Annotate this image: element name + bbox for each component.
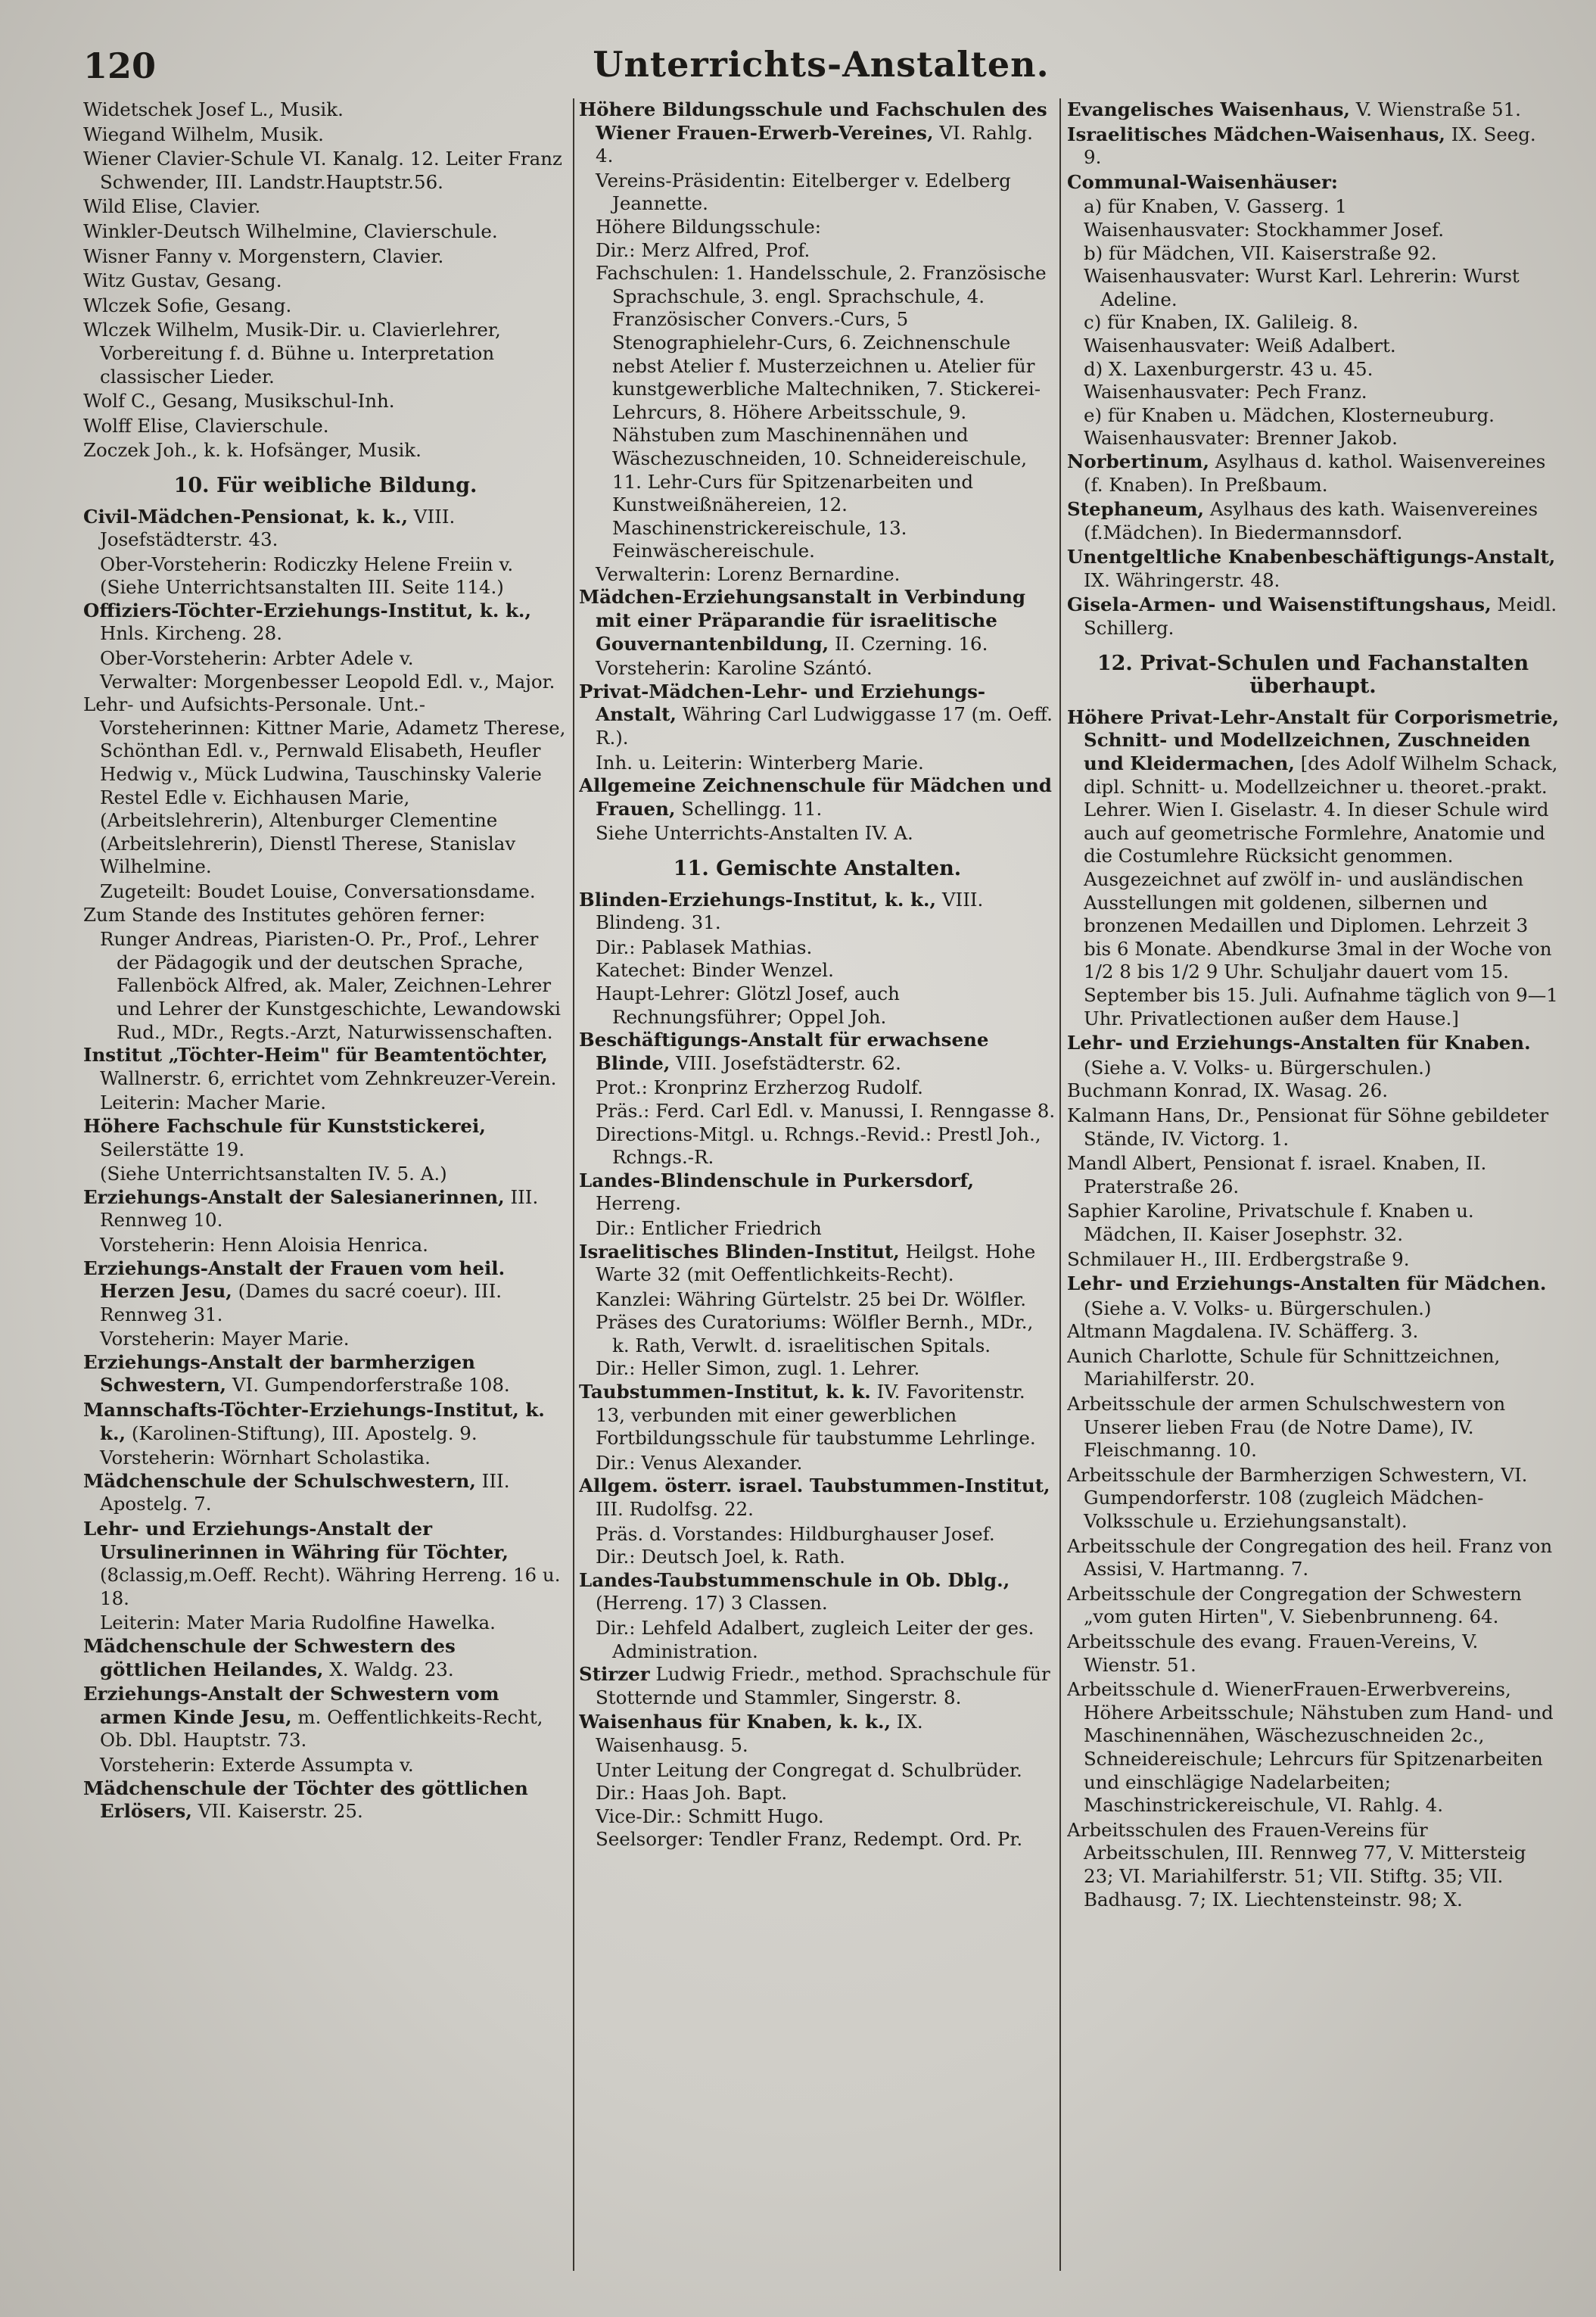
- directory-entry: [579, 1381, 1056, 1450]
- entry-text: III. Rudolfsg. 22.: [596, 1498, 754, 1521]
- entry-text: Winkler-Deutsch Wilhelmine, Clavierschule.: [83, 220, 498, 242]
- entry-text: Waisenhausvater: Wurst Karl. Lehrerin: Wurst Adeline.: [1084, 265, 1520, 310]
- entry-detail: [579, 1546, 1056, 1569]
- entry-text: Dir.: Merz Alfred, Prof.: [596, 238, 810, 261]
- entry-detail: [579, 1100, 1056, 1123]
- entry-name: Landes-Taubstummenschule in Ob. Dblg.,: [579, 1568, 1010, 1591]
- entry-text: Arbeitsschule der Congregation des heil. Franz von Assisi, V. Hartmanng. 7.: [1067, 1534, 1553, 1580]
- entry-text: Leiterin: Mater Maria Rudolfine Hawelka.: [100, 1612, 496, 1634]
- directory-entry: [1067, 706, 1559, 1030]
- entry-text: Seilerstätte 19.: [100, 1138, 245, 1160]
- entry-name: Mädchen-Erziehungsanstalt in Verbindung mit einer Präparandie für israelitische Gouvernantenbildung,: [579, 586, 1026, 655]
- entry-detail: [579, 1805, 1056, 1829]
- entry-detail: [83, 880, 568, 904]
- entry-name: Höhere Bildungsschule und Fachschulen des Wiener Frauen-Erwerb-Vereines,: [579, 98, 1047, 144]
- entry-detail: [579, 936, 1056, 960]
- entry-detail: [83, 1612, 568, 1635]
- entry-detail: [83, 553, 568, 577]
- entry-text: Wiener Clavier-Schule VI. Kanalg. 12. Leiter Franz Schwender, III. Landstr.Hauptstr.56.: [83, 148, 562, 193]
- entry-detail: [83, 1092, 568, 1115]
- directory-entry: [1067, 1079, 1559, 1103]
- entry-detail: [579, 1288, 1056, 1312]
- entry-name: Blinden-Erziehungs-Institut, k. k.,: [579, 888, 937, 911]
- entry-detail: [83, 647, 568, 671]
- entry-name: Landes-Blindenschule in Purkersdorf,: [579, 1169, 974, 1191]
- entry-text: Dir.: Venus Alexander.: [596, 1451, 803, 1474]
- entry-name: Höhere Fachschule für Kunststickerei,: [83, 1114, 486, 1137]
- entry-text: b) für Mädchen, VII. Kaiserstraße 92.: [1084, 241, 1437, 264]
- entry-text: Ober-Vorsteherin: Rodiczky Helene Freiin v.: [100, 553, 514, 575]
- entry-text: VII. Kaiserstr. 25.: [191, 1800, 363, 1823]
- entry-name: Israelitisches Mädchen-Waisenhaus,: [1067, 123, 1445, 145]
- entry-text: Aunich Charlotte, Schule für Schnittzeichnen, Mariahilferstr. 20.: [1067, 1344, 1501, 1391]
- directory-entry: [1067, 1819, 1559, 1911]
- entry-text: a) für Knaben, V. Gasserg. 1: [1084, 195, 1347, 218]
- entry-text: Arbeitsschule der Congregation der Schwestern „vom guten Hirten", V. Siebenbrunneng. 64.: [1067, 1582, 1522, 1628]
- entry-name: Erziehungs-Anstalt der Frauen vom heil. Herzen Jesu,: [83, 1257, 506, 1303]
- entry-text: Arbeitsschule des evang. Frauen-Vereins, V. Wienstr. 51.: [1067, 1630, 1479, 1676]
- entry-name: Privat-Mädchen-Lehr- und Erziehungs-Anstalt,: [579, 680, 986, 726]
- entry-text: Meidl. Schillerg.: [1084, 593, 1557, 640]
- entry-detail: [579, 563, 1056, 587]
- directory-entry: [83, 506, 568, 552]
- entry-text: Siehe Unterrichts-Anstalten IV. A.: [596, 822, 913, 845]
- entry-detail: [579, 1311, 1056, 1357]
- entry-text: Arbeitsschulen des Frauen-Vereins für Arbeitsschulen, III. Rennweg 77, V. Mittersteig 23; VI. Mariahilferstr. 51; VII. Stiftg. 35; VII. Badhausg. 7; IX. Liechtensteinstr. 98; X.: [1067, 1818, 1526, 1911]
- entry-name: Stirzer: [579, 1663, 650, 1686]
- section-heading: 11. Gemischte Anstalten.: [673, 857, 962, 880]
- entry-text: Dir.: Haas Joh. Bapt.: [596, 1782, 788, 1805]
- entry-text: Ober-Vorsteherin: Arbter Adele v.: [100, 647, 414, 670]
- entry-text: Haupt-Lehrer: Glötzl Josef, auch Rechnungsführer; Oppel Joh.: [596, 982, 900, 1028]
- entry-text: Vorsteherin: Mayer Marie.: [100, 1328, 350, 1350]
- entry-text: Witz Gustav, Gesang.: [83, 269, 282, 292]
- entry-text: Wlczek Sofie, Gesang.: [83, 294, 292, 316]
- entry-text: [des Adolf Wilhelm Schack, dipl. Schnitt- u. Modellzeichner u. theoret.-prakt. Lehrer. Wien I. Giselastr. 4. In dieser Schule wird auch auf geometrische Formlehre, Anatomie und die Costumlehre Rücksicht genommen. Ausgezeichnet auf zwölf in- und ausländischen Ausstellungen mit goldenen, silbernen und bronzenen Medaillen und Diplomen. Lehrzeit 3 bis 6 Monate. Abendkurse 3mal in der Woche von 1/2 8 bis 1/2 9 Uhr. Schuljahr dauert vom 15. September bis 15. Juli. Aufnahme täglich von 9—1 Uhr. Privatlectionen außer dem Hause.]: [1084, 752, 1558, 1029]
- entry-name: Allgem. österr. israel. Taubstummen-Institut,: [579, 1475, 1050, 1497]
- entry-text: Heilgst. Hohe Warte 32 (mit Oeffentlichkeits-Recht).: [596, 1240, 1036, 1286]
- entry-text: Vorsteherin: Henn Aloisia Henrica.: [100, 1233, 428, 1256]
- entry-detail: [579, 657, 1056, 680]
- entry-detail: [1067, 219, 1559, 242]
- directory-entry: [1067, 1583, 1559, 1629]
- entry-text: Ludwig Friedr., method. Sprachschule für Stotternde und Stammler, Singerstr. 8.: [596, 1663, 1050, 1708]
- entry-name: Evangelisches Waisenhaus,: [1067, 98, 1350, 120]
- entry-detail: [579, 216, 1056, 239]
- entry-name: Mädchenschule der Schulschwestern,: [83, 1469, 476, 1492]
- entry-detail: [83, 576, 568, 599]
- entry-text: Prot.: Kronprinz Erzherzog Rudolf.: [596, 1076, 923, 1099]
- directory-entry: [83, 294, 568, 318]
- directory-entry: [83, 1399, 568, 1445]
- directory-entry: [1067, 1345, 1559, 1391]
- entry-detail: [83, 1328, 568, 1351]
- directory-entry: [579, 586, 1056, 656]
- entry-name: Civil-Mädchen-Pensionat, k. k.,: [83, 505, 408, 528]
- entry-text: Arbeitsschule der Barmherzigen Schwestern, VI. Gumpendorferstr. 108 (zugleich Mädchen-Volksschule u. Erziehungsanstalt).: [1067, 1463, 1528, 1533]
- entry-detail: [579, 983, 1056, 1029]
- directory-entry: [1067, 1272, 1559, 1296]
- entry-text: Kanzlei: Währing Gürtelstr. 25 bei Dr. Wölfler.: [596, 1288, 1027, 1310]
- directory-entry: [1067, 98, 1559, 122]
- entry-text: Vice-Dir.: Schmitt Hugo.: [596, 1805, 824, 1827]
- entry-name: Erziehungs-Anstalt der Salesianerinnen,: [83, 1185, 505, 1208]
- entry-detail: [1067, 311, 1559, 335]
- entry-text: Seelsorger: Tendler Franz, Redempt. Ord. Pr.: [596, 1828, 1023, 1851]
- entry-text: II. Czerning. 16.: [829, 632, 988, 655]
- entry-text: (8classig,m.Oeff. Recht). Währing Herreng. 16 u. 18.: [100, 1564, 561, 1609]
- entry-text: Kalmann Hans, Dr., Pensionat für Söhne gebildeter Stände, IV. Victorg. 1.: [1067, 1104, 1549, 1150]
- directory-entry: [83, 98, 568, 122]
- entry-detail: [83, 1234, 568, 1257]
- directory-entry: [579, 1241, 1056, 1287]
- entry-text: Widetschek Josef L., Musik.: [83, 98, 344, 120]
- entry-text: Waisenhausvater: Pech Franz.: [1084, 381, 1367, 403]
- column-right: [1067, 98, 1559, 2278]
- entry-text: Katechet: Binder Wenzel.: [596, 959, 834, 982]
- entry-text: VIII. Blindeng. 31.: [596, 888, 984, 934]
- entry-detail: [1067, 335, 1559, 358]
- entry-detail: [579, 1217, 1056, 1241]
- entry-text: Arbeitsschule d. WienerFrauen-Erwerbvereins, Höhere Arbeitsschule; Nähstuben zum Hand- und Maschinennähen, Wäschezuschneiden 2c., Schneidereischule; Lehrcurs für Spitzenarbeiten und einschlägige Nadelarbeiten; Maschinstrickereischule, VI. Rahlg. 4.: [1067, 1678, 1554, 1817]
- entry-name: Lehr- und Erziehungs-Anstalten für Knaben.: [1067, 1032, 1531, 1054]
- running-title: Unterrichts-Anstalten.: [593, 44, 1050, 85]
- entry-detail: [83, 671, 568, 694]
- entry-text: Wisner Fanny v. Morgenstern, Clavier.: [83, 244, 444, 267]
- directory-entry: [1067, 1320, 1559, 1344]
- entry-detail: [1067, 1297, 1559, 1321]
- directory-entry: [83, 269, 568, 293]
- entry-detail: [579, 1782, 1056, 1805]
- entry-text: d) X. Laxenburgerstr. 43 u. 45.: [1084, 357, 1374, 380]
- directory-entry: [579, 680, 1056, 750]
- entry-detail: [579, 1759, 1056, 1783]
- entry-text: V. Wienstraße 51.: [1349, 98, 1521, 120]
- entry-text: Verwalter: Morgenbesser Leopold Edl. v., Major.: [100, 670, 555, 693]
- directory-entry: [1067, 498, 1559, 544]
- directory-entry: [1067, 450, 1559, 497]
- entry-detail: [1067, 265, 1559, 311]
- entry-detail: [579, 822, 1056, 846]
- entry-detail: [1067, 1057, 1559, 1080]
- directory-entry: [579, 98, 1056, 168]
- text-columns: [83, 98, 1559, 2278]
- entry-detail: [83, 1447, 568, 1470]
- directory-entry: [83, 599, 568, 646]
- directory-entry: [83, 1683, 568, 1752]
- entry-text: Asylhaus des kath. Waisenvereines (f.Mädchen). In Biedermannsdorf.: [1084, 498, 1538, 543]
- entry-text: Waisenhausvater: Brenner Jakob.: [1084, 427, 1398, 450]
- entry-text: Präs.: Ferd. Carl Edl. v. Manussi, I. Renngasse 8.: [596, 1099, 1056, 1122]
- directory-entry: [1067, 1535, 1559, 1581]
- entry-text: IX. Waisenhausg. 5.: [596, 1711, 923, 1756]
- entry-text: Währing Carl Ludwiggasse 17 (m. Oeff. R.).: [596, 703, 1053, 749]
- entry-text: Höhere Bildungsschule:: [596, 215, 822, 238]
- entry-detail: [83, 1163, 568, 1186]
- entry-text: Wallnerstr. 6, errichtet vom Zehnkreuzer-Verein.: [100, 1067, 557, 1089]
- entry-detail: [579, 1523, 1056, 1546]
- entry-text: Zum Stande des Institutes gehören ferner:: [83, 903, 486, 926]
- entry-detail: [579, 1617, 1056, 1663]
- entry-name: Erziehungs-Anstalt der Schwestern vom armen Kinde Jesu,: [83, 1683, 499, 1728]
- directory-entry: [1067, 1032, 1559, 1055]
- directory-entry: [1067, 123, 1559, 170]
- directory-entry: [83, 1518, 568, 1610]
- entry-name: Mädchenschule der Töchter des göttlichen Erlösers,: [83, 1777, 528, 1823]
- section-heading: 10. Für weibliche Bildung.: [173, 473, 478, 497]
- entry-text: e) für Knaben u. Mädchen, Klosterneuburg.: [1084, 403, 1495, 426]
- entry-text: Unter Leitung der Congregat d. Schulbrüder.: [596, 1758, 1022, 1781]
- directory-entry: [83, 245, 568, 269]
- entry-name: Offiziers-Töchter-Erziehungs-Institut, k. k.,: [83, 599, 531, 621]
- directory-entry: [579, 774, 1056, 821]
- entry-text: Dir.: Lehfeld Adalbert, zugleich Leiter der ges. Administration.: [596, 1617, 1034, 1662]
- directory-entry: [1067, 1678, 1559, 1817]
- entry-text: Dir.: Pablasek Mathias.: [596, 936, 813, 958]
- directory-entry: [1067, 1630, 1559, 1677]
- entry-text: (Dames du sacré coeur). III. Rennweg 31.: [100, 1280, 502, 1325]
- directory-entry: [83, 1470, 568, 1516]
- directory-entry: [579, 1663, 1056, 1709]
- entry-text: Vereins-Präsidentin: Eitelberger v. Edelberg Jeannette.: [596, 169, 1011, 215]
- entry-text: Wild Elise, Clavier.: [83, 195, 261, 218]
- entry-text: Fachschulen: 1. Handelsschule, 2. Französische Sprachschule, 3. engl. Sprachschule, 4. Französischer Convers.-Curs, 5 Stenographielehr-Curs, 6. Zeichnenschule nebst Atelier f. Musterzeichnen u. Atelier für kunstgewerbliche Maltechniken, 7. Stickerei-Lehrcurs, 8. Höhere Arbeitsschule, 9. Nähstuben zum Maschinennähen und Wäschezuschneiden, 10. Schneidereischule, 11. Lehr-Curs für Spitzenarbeiten und Kunstweißnähereien, 12. Maschinenstrickereischule, 13. Feinwäschereischule.: [596, 262, 1047, 562]
- directory-entry: [83, 1351, 568, 1397]
- directory-entry: [579, 1569, 1056, 1615]
- directory-entry: [83, 693, 568, 879]
- directory-entry: [83, 1777, 568, 1823]
- entry-name: Gisela-Armen- und Waisenstiftungshaus,: [1067, 593, 1492, 616]
- entry-name: Waisenhaus für Knaben, k. k.,: [579, 1711, 891, 1733]
- directory-entry: [83, 390, 568, 413]
- section-heading: 12. Privat-Schulen und Fachanstalten überhaupt.: [1097, 651, 1529, 699]
- entry-text: Herreng.: [596, 1192, 682, 1215]
- directory-entry: [83, 220, 568, 244]
- entry-name: Communal-Waisenhäuser:: [1067, 170, 1338, 193]
- entry-text: Zugeteilt: Boudet Louise, Conversationsdame.: [100, 880, 536, 902]
- entry-text: X. Waldg. 23.: [323, 1658, 454, 1680]
- directory-entry: [1067, 1464, 1559, 1534]
- entry-detail: [579, 1076, 1056, 1100]
- entry-text: (Siehe Unterrichtsanstalten III. Seite 114.): [100, 576, 504, 599]
- entry-detail: [579, 1452, 1056, 1475]
- entry-text: Dir.: Heller Simon, zugl. 1. Lehrer.: [596, 1357, 920, 1380]
- directory-entry: [1067, 593, 1559, 640]
- entry-detail: [1067, 381, 1559, 404]
- entry-name: Beschäftigungs-Anstalt für erwachsene Blinde,: [579, 1029, 989, 1074]
- directory-entry: [1067, 1393, 1559, 1462]
- directory-entry: [83, 415, 568, 438]
- entry-text: Directions-Mitgl. u. Rchngs.-Revid.: Prestl Joh., Rchngs.-R.: [596, 1123, 1041, 1169]
- entry-text: VIII. Josefstädterstr. 43.: [100, 505, 456, 551]
- entry-text: Leiterin: Macher Marie.: [100, 1092, 327, 1114]
- entry-name: Höhere Privat-Lehr-Anstalt für Corporismetrie, Schnitt- und Modellzeichnen, Zuschneiden und Kleidermachen,: [1067, 705, 1559, 775]
- entry-text: c) für Knaben, IX. Galileig. 8.: [1084, 311, 1358, 334]
- entry-text: Mandl Albert, Pensionat f. israel. Knaben, II. Praterstraße 26.: [1067, 1152, 1487, 1197]
- entry-text: Lehr- und Aufsichts-Personale. Unt.-Vorsteherinnen: Kittner Marie, Adametz Therese, Schönthan Edl. v., Pernwald Elisabeth, Heufler Hedwig v., Mück Ludwina, Tauschinsky Valerie Restel Edle v. Eichhausen Marie, (Arbeitslehrerin), Altenburger Clementine (Arbeitslehrerin), Dienstl Therese, Stanislav Wilhelmine.: [83, 693, 566, 878]
- entry-detail: [1067, 358, 1559, 381]
- entry-name: Lehr- und Erziehungs-Anstalten für Mädchen.: [1067, 1272, 1547, 1295]
- entry-text: III. Apostelg. 7.: [100, 1469, 510, 1515]
- entry-text: Vorsteherin: Exterde Assumpta v.: [100, 1753, 414, 1776]
- column-middle: [579, 98, 1056, 2278]
- entry-text: Dir.: Entlicher Friedrich: [596, 1216, 822, 1239]
- entry-text: IV. Favoritenstr. 13, verbunden mit einer gewerblichen Fortbildungsschule für taubstumme Lehrlinge.: [596, 1381, 1036, 1450]
- entry-text: (Siehe a. V. Volks- u. Bürgerschulen.): [1084, 1056, 1432, 1079]
- directory-entry: [579, 1475, 1056, 1521]
- entry-detail: [1067, 242, 1559, 266]
- entry-text: III. Rennweg 10.: [100, 1185, 539, 1232]
- directory-entry: [83, 148, 568, 194]
- entry-name: Lehr- und Erziehungs-Anstalt der Ursulinerinnen in Währing für Töchter,: [83, 1518, 509, 1563]
- entry-text: Wiegand Wilhelm, Musik.: [83, 123, 324, 145]
- directory-entry: [1067, 1200, 1559, 1246]
- entry-text: m. Oeffentlichkeits-Recht, Ob. Dbl. Hauptstr. 73.: [100, 1705, 543, 1752]
- entry-detail: [1067, 195, 1559, 219]
- entry-text: Waisenhausvater: Weiß Adalbert.: [1084, 334, 1396, 357]
- entry-name: Israelitisches Blinden-Institut,: [579, 1240, 900, 1263]
- entry-text: Arbeitsschule der armen Schulschwestern von Unserer lieben Frau (de Notre Dame), IV. Fleischmanng. 10.: [1067, 1393, 1506, 1462]
- column-left: [83, 98, 568, 2278]
- entry-detail: [579, 1828, 1056, 1851]
- directory-entry: [579, 1029, 1056, 1075]
- entry-text: Wlczek Wilhelm, Musik-Dir. u. Clavierlehrer, Vorbereitung f. d. Bühne u. Interpretation classischer Lieder.: [83, 319, 501, 388]
- directory-entry: [83, 195, 568, 219]
- entry-text: Wolff Elise, Clavierschule.: [83, 414, 329, 437]
- entry-text: Vorsteherin: Karoline Szántó.: [596, 657, 873, 680]
- entry-detail: [579, 262, 1056, 563]
- entry-detail: [579, 1357, 1056, 1381]
- entry-text: Altmann Magdalena. IV. Schäfferg. 3.: [1067, 1320, 1419, 1343]
- entry-name: Mannschafts-Töchter-Erziehungs-Institut, k. k.,: [83, 1399, 545, 1444]
- entry-name: Allgemeine Zeichnenschule für Mädchen und Frauen,: [579, 774, 1052, 820]
- directory-entry: [1067, 1104, 1559, 1151]
- entry-text: Schmilauer H., III. Erdbergstraße 9.: [1067, 1247, 1410, 1270]
- directory-entry: [83, 1635, 568, 1681]
- entry-text: Zoczek Joh., k. k. Hofsänger, Musik.: [83, 439, 422, 462]
- directory-entry: [1067, 546, 1559, 592]
- entry-text: VIII. Josefstädterstr. 62.: [670, 1051, 901, 1074]
- directory-entry: [83, 439, 568, 462]
- entry-text: IX. Währingerstr. 48.: [1084, 568, 1280, 591]
- entry-detail: [579, 959, 1056, 983]
- directory-entry: [83, 1186, 568, 1232]
- directory-entry: [83, 319, 568, 388]
- entry-detail: [1067, 404, 1559, 428]
- entry-detail: [579, 239, 1056, 263]
- entry-text: Asylhaus d. kathol. Waisenvereines (f. Knaben). In Preßbaum.: [1084, 450, 1546, 496]
- entry-name: Norbertinum,: [1067, 450, 1209, 472]
- entry-text: Schellingg. 11.: [675, 797, 823, 820]
- directory-entry: [579, 1711, 1056, 1757]
- entry-text: Waisenhausvater: Stockhammer Josef.: [1084, 218, 1445, 241]
- entry-text: Dir.: Deutsch Joel, k. Rath.: [596, 1546, 845, 1568]
- directory-entry: [579, 1169, 1056, 1216]
- directory-entry: [83, 1044, 568, 1090]
- entry-name: Institut „Töchter-Heim" für Beamtentöchter,: [83, 1044, 548, 1067]
- entry-text: (Siehe a. V. Volks- u. Bürgerschulen.): [1084, 1297, 1432, 1319]
- directory-entry: [1067, 1248, 1559, 1272]
- entry-detail: [579, 170, 1056, 216]
- directory-entry: [1067, 171, 1559, 195]
- entry-text: Saphier Karoline, Privatschule f. Knaben u. Mädchen, II. Kaiser Josephstr. 32.: [1067, 1200, 1474, 1245]
- entry-text: Präses des Curatoriums: Wölfler Bernh., MDr., k. Rath, Verwlt. d. israelitischen Spitals.: [596, 1311, 1034, 1356]
- entry-text: Verwalterin: Lorenz Bernardine.: [596, 562, 901, 585]
- directory-entry: [83, 904, 568, 927]
- directory-entry: [83, 1257, 568, 1327]
- entry-text: Vorsteherin: Wörnhart Scholastika.: [100, 1447, 431, 1469]
- entry-text: Runger Andreas, Piaristen-O. Pr., Prof., Lehrer der Pädagogik und der deutschen Sprache, Fallenböck Alfred, ak. Maler, Zeichnen-Lehrer und Lehrer der Kunstgeschichte, Lewandowski Rud., MDr., Regts.-Arzt, Naturwissenschaften.: [100, 928, 562, 1043]
- entry-text: VI. Gumpendorferstraße 108.: [226, 1374, 510, 1397]
- entry-detail: [579, 752, 1056, 775]
- page-number: 120: [83, 45, 157, 86]
- entry-name: Unentgeltliche Knabenbeschäftigungs-Anstalt,: [1067, 546, 1556, 568]
- entry-text: Hnls. Kircheng. 28.: [100, 622, 282, 645]
- directory-entry: [579, 889, 1056, 935]
- entry-text: (Siehe Unterrichtsanstalten IV. 5. A.): [100, 1163, 447, 1185]
- entry-name: Taubstummen-Institut, k. k.: [579, 1381, 871, 1403]
- entry-detail: [579, 1123, 1056, 1169]
- directory-entry: [1067, 1152, 1559, 1198]
- entry-text: (Herreng. 17) 3 Classen.: [596, 1592, 828, 1615]
- directory-entry: [83, 123, 568, 147]
- entry-name: Mädchenschule der Schwestern des göttlichen Heilandes,: [83, 1635, 456, 1680]
- entry-text: Wolf C., Gesang, Musikschul-Inh.: [83, 390, 395, 413]
- entry-text: Buchmann Konrad, IX. Wasag. 26.: [1067, 1079, 1388, 1102]
- entry-text: (Karolinen-Stiftung), III. Apostelg. 9.: [126, 1422, 478, 1444]
- directory-entry: [83, 1115, 568, 1161]
- entry-text: Präs. d. Vorstandes: Hildburghauser Josef.: [596, 1522, 995, 1545]
- page-header: [83, 39, 1559, 100]
- entry-detail: [83, 1754, 568, 1777]
- entry-text: IX. Seeg. 9.: [1084, 123, 1536, 169]
- entry-detail: [83, 928, 568, 1044]
- entry-name: Erziehungs-Anstalt der barmherzigen Schwestern,: [83, 1350, 475, 1397]
- entry-text: VI. Rahlg. 4.: [596, 121, 1033, 167]
- entry-name: Stephaneum,: [1067, 498, 1205, 521]
- entry-text: Inh. u. Leiterin: Winterberg Marie.: [596, 751, 924, 774]
- entry-detail: [1067, 427, 1559, 450]
